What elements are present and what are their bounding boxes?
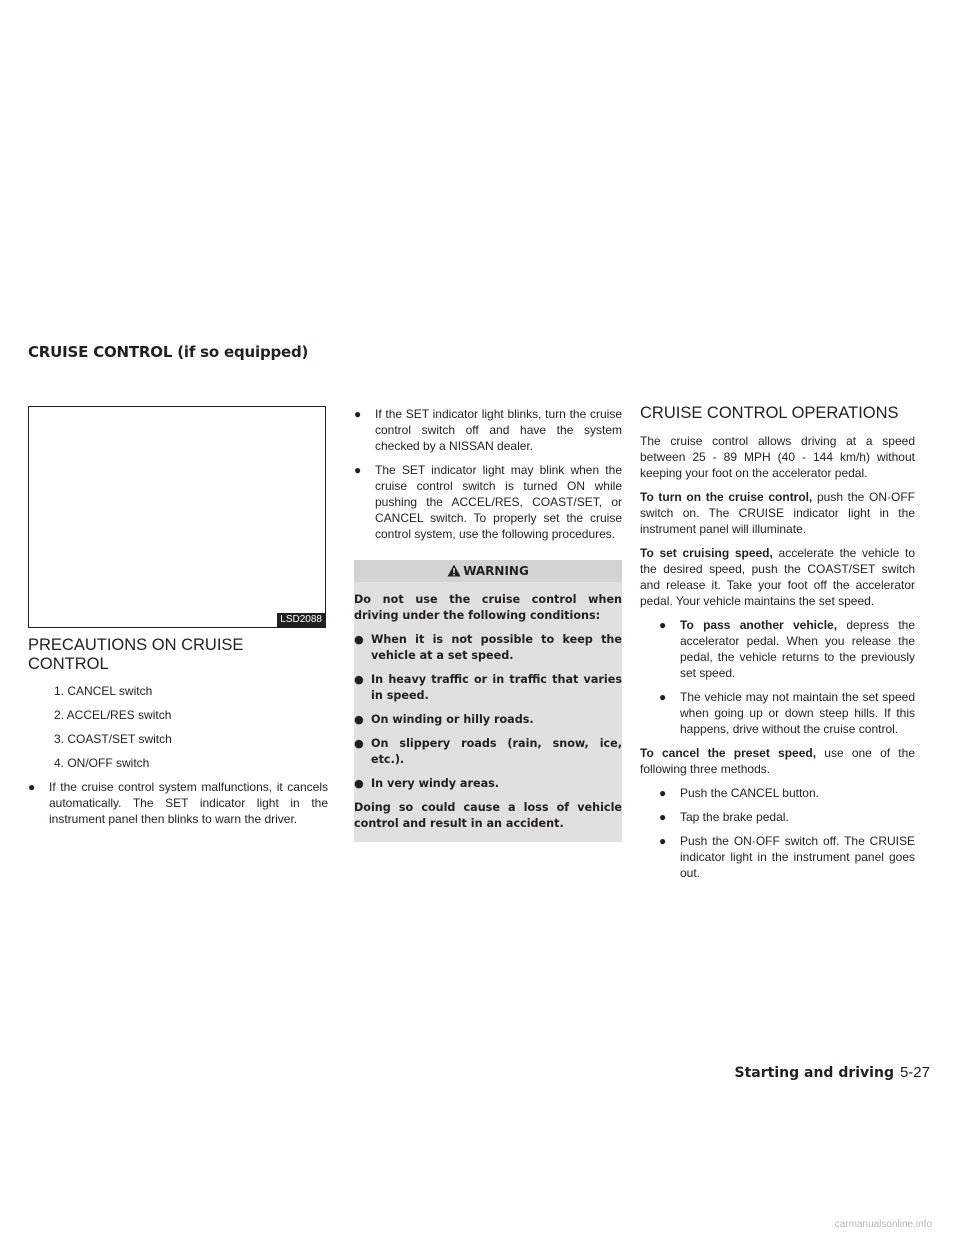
set-text: accelerate the vehicle to the desired speed, push the COAST/SET switch and release it. Take your foot off the accelerator pedal. Your vehicle maintains the set speed.	[640, 546, 915, 608]
bullet-text: If the cruise control system malfunctions, it cancels automatically. The SET indicator light in the instrument panel then blinks to warn the driver.	[49, 780, 328, 826]
list-item: 2. ACCEL/RES switch	[54, 708, 172, 722]
bullet-text: Push the ON·OFF switch off. The CRUISE indicator light in the instrument panel goes out.	[680, 834, 915, 880]
page-number: 5-27	[899, 1064, 930, 1081]
bullet-text: The SET indicator light may blink when the cruise control switch is turned ON while pushing the ACCEL/RES, COAST/SET, or CANCEL switch. To properly set the cruise control system, use the following procedures.	[375, 463, 622, 541]
warning-closing: Doing so could cause a loss of vehicle control and result in an accident.	[354, 801, 622, 830]
column-1	[28, 636, 328, 835]
list-item: 3. COAST/SET switch	[54, 732, 172, 746]
cancel-text: use one of the following three methods.	[640, 746, 915, 776]
bullet-icon: ●	[659, 834, 667, 848]
precautions-heading: PRECAUTIONS ON CRUISE CONTROL	[28, 636, 244, 673]
bullet-item	[354, 462, 622, 542]
set-lead: To set cruising speed,	[640, 546, 773, 560]
footer-chapter-title: Starting and driving	[734, 1065, 894, 1081]
bullet-icon: ●	[659, 810, 667, 824]
bullet-icon: ●	[354, 407, 362, 421]
section-header: CRUISE CONTROL (if so equipped)	[28, 343, 309, 361]
bullet-lead: To pass another vehicle,	[680, 618, 838, 632]
turn-on-text: push the ON·OFF switch on. The CRUISE indicator light in the instrument panel will illuminate.	[640, 490, 915, 536]
bullet-item	[354, 406, 622, 454]
bullet-icon: ●	[659, 690, 667, 704]
bullet-text: Tap the brake pedal.	[680, 810, 789, 824]
list-item: 4. ON/OFF switch	[54, 756, 150, 770]
bullet-icon: ●	[354, 737, 364, 750]
cancel-lead: To cancel the preset speed,	[640, 746, 817, 760]
bullet-text: depress the accelerator pedal. When you release the pedal, the vehicle returns to the previously set speed.	[680, 618, 916, 680]
warning-item-text: In very windy areas.	[371, 777, 500, 790]
turn-on-paragraph	[640, 489, 915, 537]
turn-on-lead: To turn on the cruise control,	[640, 490, 813, 504]
operations-intro: The cruise control allows driving at a speed between 25 - 89 MPH (40 - 144 km/h) without keeping your foot on the accelerator pedal.	[640, 434, 915, 480]
warning-intro: Do not use the cruise control when driving under the following conditions:	[354, 593, 622, 622]
bullet-item	[659, 617, 915, 681]
warning-item-text: On winding or hilly roads.	[371, 713, 534, 726]
bullet-item	[28, 779, 328, 827]
bullet-icon: ●	[659, 786, 667, 800]
bullet-icon: ●	[354, 713, 364, 726]
cancel-paragraph	[640, 745, 915, 777]
set-speed-paragraph	[640, 545, 915, 609]
watermark: carmanualsonline.info	[834, 1219, 932, 1230]
bullet-icon: ●	[659, 618, 667, 632]
warning-item-text: When it is not possible to keep the vehicle at a set speed.	[371, 633, 622, 662]
bullet-item	[659, 809, 915, 825]
bullet-text: The vehicle may not maintain the set speed when going up or down steep hills. If this happens, drive without the cruise control.	[680, 690, 915, 736]
page-footer	[735, 1064, 930, 1081]
bullet-icon: ●	[354, 673, 364, 686]
bullet-item	[659, 785, 915, 801]
switch-illustration	[28, 406, 326, 628]
column-3	[640, 404, 915, 889]
bullet-icon: ●	[354, 777, 364, 790]
bullet-text: If the SET indicator light blinks, turn the cruise control switch off and have the system checked by a NISSAN dealer.	[375, 407, 622, 453]
bullet-icon: ●	[28, 780, 36, 794]
warning-item	[354, 632, 622, 664]
bullet-icon: ●	[354, 463, 362, 477]
warning-item-text: In heavy traffic or in traffic that varies in speed.	[371, 673, 622, 702]
warning-item	[354, 672, 622, 704]
operations-heading: CRUISE CONTROL OPERATIONS	[640, 404, 899, 422]
warning-item	[354, 712, 622, 728]
warning-item	[354, 776, 622, 792]
warning-triangle-icon	[447, 564, 461, 577]
warning-box	[354, 560, 622, 842]
bullet-item	[659, 689, 915, 737]
bullet-item	[659, 833, 915, 881]
warning-title: WARNING	[463, 564, 529, 578]
column-2	[354, 406, 622, 842]
warning-item	[354, 736, 622, 768]
bullet-text: Push the CANCEL button.	[680, 786, 819, 800]
bullet-icon: ●	[354, 633, 364, 646]
warning-body	[354, 592, 622, 832]
warning-title-bar	[354, 560, 622, 582]
list-item: 1. CANCEL switch	[54, 684, 153, 698]
figure-code: LSD2088	[277, 613, 325, 627]
warning-item-text: On slippery roads (rain, snow, ice, etc.).	[371, 737, 622, 766]
